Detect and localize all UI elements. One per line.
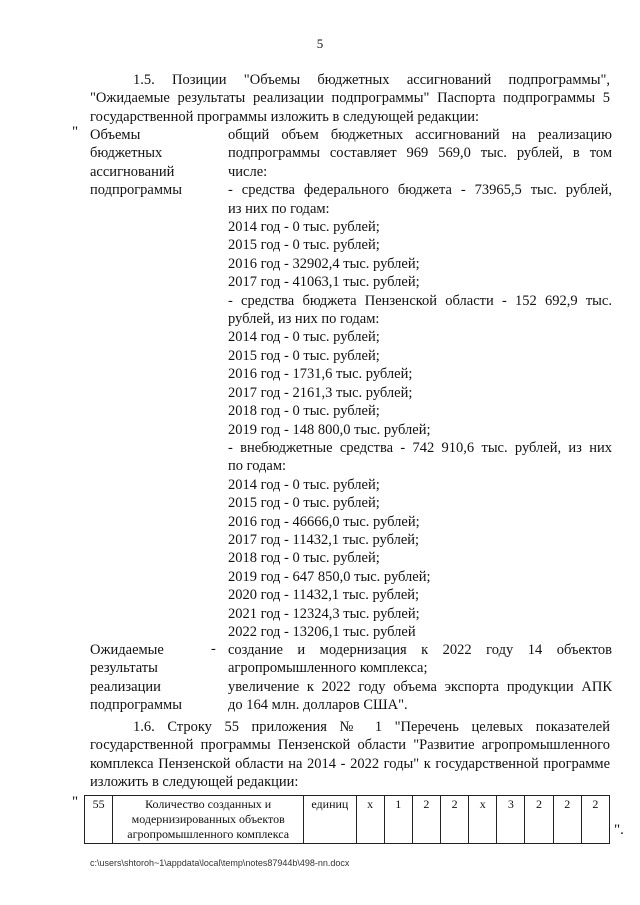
definition-line: подпрограммы составляет 969 569,0 тыс. рублей, в том: [228, 145, 612, 162]
definition-line: числе:: [228, 163, 268, 180]
definition-budget-allocations: [228, 126, 612, 641]
definition-line: 2015 год - 0 тыс. рублей;: [228, 237, 380, 254]
cell-value: х: [356, 796, 384, 844]
cell-value: 2: [412, 796, 440, 844]
definition-line: 2014 год - 0 тыс. рублей;: [228, 476, 380, 493]
definition-line: агропромышленного комплекса;: [228, 660, 428, 677]
footer-file-path: c:\users\shtoroh~1\appdata\local\temp\notes87944b\498-nn.docx: [90, 858, 350, 868]
definition-line: 2014 год - 0 тыс. рублей;: [228, 329, 380, 346]
definition-line: 2018 год - 0 тыс. рублей;: [228, 550, 380, 567]
definition-line: 2016 год - 32902,4 тыс. рублей;: [228, 255, 420, 272]
definition-line: - внебюджетные средства - 742 910,6 тыс. рублей, из них: [228, 439, 612, 456]
cell-value: 2: [553, 796, 581, 844]
cell-value: 2: [441, 796, 469, 844]
definition-line: 2017 год - 2161,3 тыс. рублей;: [228, 384, 413, 401]
definition-line: 2015 год - 0 тыс. рублей;: [228, 495, 380, 512]
definition-line: 2022 год - 13206,1 тыс. рублей: [228, 623, 416, 640]
table-row: [85, 796, 610, 844]
definition-line: 2017 год - 11432,1 тыс. рублей;: [228, 531, 420, 548]
definition-line: - средства бюджета Пензенской области - 152 692,9 тыс.: [228, 292, 612, 309]
term-line: Ожидаемые: [90, 642, 164, 658]
term-expected-results: [90, 641, 220, 715]
definition-line: по годам:: [228, 458, 287, 475]
term-line: ассигнований: [90, 163, 175, 180]
definition-line: 2016 год - 46666,0 тыс. рублей;: [228, 513, 420, 530]
definition-line: - средства федерального бюджета - 73965,5 тыс. рублей,: [228, 182, 612, 199]
definition-line: рублей, из них по годам:: [228, 311, 380, 328]
passport-opening-quote: ": [72, 124, 79, 140]
definition-line: общий объем бюджетных ассигнований на реализацию: [228, 127, 612, 143]
definition-line: создание и модернизация к 2022 году 14 объектов: [228, 642, 612, 658]
definition-line: 2015 год - 0 тыс. рублей;: [228, 347, 380, 364]
term-line: подпрограммы: [90, 182, 182, 199]
definition-line: 2018 год - 0 тыс. рублей;: [228, 403, 380, 420]
definition-line: 2019 год - 148 800,0 тыс. рублей;: [228, 421, 431, 438]
term-dash: -: [211, 641, 216, 657]
table-opening-quote: ": [72, 794, 79, 810]
definition-line: 2016 год - 1731,6 тыс. рублей;: [228, 366, 413, 383]
intro-paragraph: 1.5. Позиции "Объемы бюджетных ассигнований подпрограммы", "Ожидаемые результаты реализации подпрограммы" Паспорта подпрограммы 5 государственной программы изложить в следующей редакции:: [90, 72, 610, 125]
definition-line: из них по годам:: [228, 200, 330, 217]
second-paragraph: 1.6. Строку 55 приложения № 1 "Перечень целевых показателей государственной программы Пензенской области "Развитие агропромышленного комплекса Пензенской области на 2014 - 2022 годы" к государственной программе изложить в следующей редакции:: [90, 719, 610, 791]
cell-value: 2: [581, 796, 609, 844]
definition-line: до 164 млн. долларов США".: [228, 697, 408, 714]
term-line: подпрограммы: [90, 697, 182, 714]
cell-row-number: 55: [85, 796, 113, 844]
term-line: Объемы: [90, 127, 141, 143]
cell-indicator-name: Количество созданных и модернизированных объектов агропромышленного комплекса: [113, 796, 304, 844]
table-closing-quote: ".: [614, 822, 624, 838]
definition-line: 2021 год - 12324,3 тыс. рублей;: [228, 605, 420, 622]
page-number: 5: [316, 36, 324, 51]
cell-value: 2: [525, 796, 553, 844]
cell-value: 3: [497, 796, 525, 844]
definition-line: увеличение к 2022 году объема экспорта продукции АПК: [228, 678, 612, 695]
definition-line: 2020 год - 11432,1 тыс. рублей;: [228, 587, 420, 604]
term-line: реализации: [90, 678, 161, 695]
cell-value: 1: [384, 796, 412, 844]
term-budget-allocations: [90, 126, 220, 200]
definition-line: 2017 год - 41063,1 тыс. рублей;: [228, 274, 420, 291]
definition-expected-results: [228, 641, 612, 715]
definition-line: 2014 год - 0 тыс. рублей;: [228, 219, 380, 236]
term-line: бюджетных: [90, 145, 163, 162]
definition-line: 2019 год - 647 850,0 тыс. рублей;: [228, 568, 431, 585]
term-line: результаты: [90, 660, 158, 677]
indicator-table: [84, 795, 610, 844]
cell-unit: единиц: [304, 796, 356, 844]
cell-value: х: [469, 796, 497, 844]
